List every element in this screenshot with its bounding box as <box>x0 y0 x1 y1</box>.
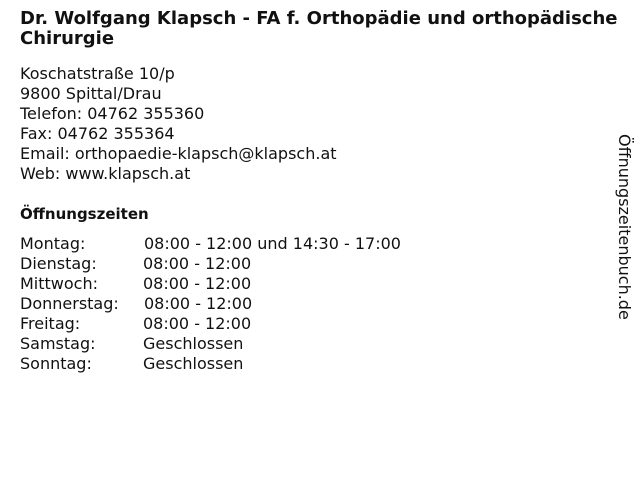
day-label: Donnerstag: <box>20 294 119 313</box>
fax-number: Fax: 04762 355364 <box>20 124 175 143</box>
time-value: 08:00 - 12:00 <box>143 274 252 293</box>
website: Web: www.klapsch.at <box>20 164 191 183</box>
day-label: Montag: <box>20 234 86 253</box>
time-value: 08:00 - 12:00 <box>144 294 253 313</box>
page-title: Dr. Wolfgang Klapsch - FA f. Orthopädie und orthopädische Chirurgie <box>20 8 618 49</box>
day-label: Freitag: <box>20 314 81 333</box>
day-label: Dienstag: <box>20 254 97 273</box>
brand-watermark: Öffnungszeitenbuch.de <box>615 134 634 320</box>
opening-hours-heading: Öffnungszeiten <box>20 205 149 223</box>
city: 9800 Spittal/Drau <box>20 84 162 103</box>
email-address: Email: orthopaedie-klapsch@klapsch.at <box>20 144 337 163</box>
day-label: Samstag: <box>20 334 96 353</box>
time-value: 08:00 - 12:00 und 14:30 - 17:00 <box>144 234 401 253</box>
phone-number: Telefon: 04762 355360 <box>20 104 205 123</box>
time-value: Geschlossen <box>143 354 244 373</box>
time-value: 08:00 - 12:00 <box>143 314 252 333</box>
time-value: 08:00 - 12:00 <box>143 254 252 273</box>
time-value: Geschlossen <box>143 334 244 353</box>
day-label: Sonntag: <box>20 354 92 373</box>
address-block <box>20 64 337 184</box>
day-label: Mittwoch: <box>20 274 98 293</box>
street-address: Koschatstraße 10/p <box>20 64 175 83</box>
